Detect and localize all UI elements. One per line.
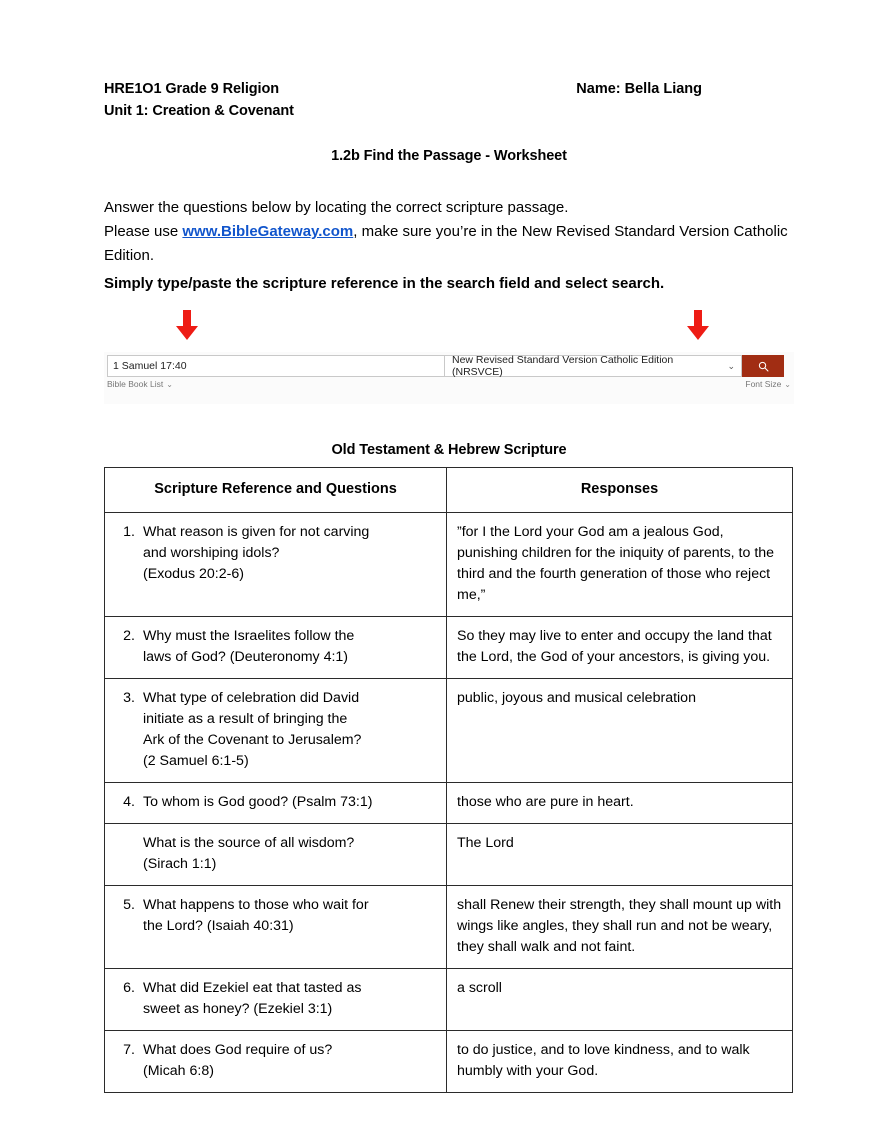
question-line: (Micah 6:8) xyxy=(143,1063,214,1079)
search-icon xyxy=(758,361,769,372)
version-select-value: New Revised Standard Version Catholic Edition (NRSVCE) xyxy=(452,354,674,378)
response-cell[interactable]: public, joyous and musical celebration xyxy=(447,679,793,783)
bible-book-list-link[interactable] xyxy=(107,379,173,389)
document-header xyxy=(104,78,794,122)
question-text xyxy=(143,978,436,1020)
question-text xyxy=(143,1040,436,1082)
course-info xyxy=(104,78,294,122)
question-number: 2. xyxy=(123,628,135,644)
course-line: HRE1O1 Grade 9 Religion xyxy=(104,81,279,97)
biblegateway-sub-row xyxy=(107,379,791,389)
question-line: initiate as a result of bringing the xyxy=(143,711,348,727)
biblegateway-link[interactable]: www.BibleGateway.com xyxy=(182,223,354,240)
table-body xyxy=(105,513,793,1093)
question-text xyxy=(143,688,436,772)
question-line: Why must the Israelites follow the xyxy=(143,628,355,644)
instruction-suffix: , make sure you’re in the New Revised Standard Version Catholic Edition. xyxy=(104,223,788,264)
table-row xyxy=(105,617,793,679)
down-arrow-icon-right xyxy=(687,310,709,340)
table-row xyxy=(105,824,793,886)
question-cell xyxy=(105,513,447,617)
question-line: (Exodus 20:2-6) xyxy=(143,566,244,582)
question-line: What happens to those who wait for xyxy=(143,897,369,913)
table-header-row xyxy=(105,468,793,513)
question-text xyxy=(143,792,436,813)
font-size-label: Font Size xyxy=(745,379,782,389)
question-cell xyxy=(105,824,447,886)
response-cell[interactable]: to do justice, and to love kindness, and to walk humbly with your God. xyxy=(447,1031,793,1093)
question-number: 1. xyxy=(123,524,135,540)
instruction-line-2 xyxy=(104,220,794,268)
biblegateway-search-bar xyxy=(107,355,784,377)
chevron-down-icon: ⌄ xyxy=(727,360,735,371)
instruction-line-1: Answer the questions below by locating the correct scripture passage. xyxy=(104,199,569,216)
question-line: (Sirach 1:1) xyxy=(143,856,217,872)
question-number: 7. xyxy=(123,1042,135,1058)
response-cell[interactable]: shall Renew their strength, they shall mount up with wings like angles, they shall run and not be weary, they shall walk and not faint. xyxy=(447,886,793,969)
question-line: What did Ezekiel eat that tasted as xyxy=(143,980,362,996)
question-line: What is the source of all wisdom? xyxy=(143,835,355,851)
question-line: What does God require of us? xyxy=(143,1042,333,1058)
table-row xyxy=(105,783,793,824)
question-line: and worshiping idols? xyxy=(143,545,280,561)
question-number: 4. xyxy=(123,794,135,810)
question-line: sweet as honey? (Ezekiel 3:1) xyxy=(143,1001,333,1017)
question-cell xyxy=(105,783,447,824)
page-title: 1.2b Find the Passage - Worksheet xyxy=(331,148,567,164)
down-arrow-icon-left xyxy=(176,310,198,340)
instruction-prefix: Please use xyxy=(104,223,183,240)
question-cell xyxy=(105,1031,447,1093)
chevron-down-icon-booklist: ⌄ xyxy=(166,379,173,389)
question-cell xyxy=(105,886,447,969)
column-header-responses: Responses xyxy=(447,468,793,513)
table-row xyxy=(105,679,793,783)
question-number xyxy=(115,833,137,875)
chevron-down-icon-fontsize: ⌄ xyxy=(784,379,791,389)
question-number: 6. xyxy=(123,980,135,996)
question-line: What reason is given for not carving xyxy=(143,524,370,540)
version-select[interactable] xyxy=(445,355,742,377)
question-cell xyxy=(105,617,447,679)
question-text xyxy=(143,833,436,875)
column-header-questions: Scripture Reference and Questions xyxy=(105,468,447,513)
arrow-row xyxy=(104,310,794,346)
font-size-link[interactable] xyxy=(745,379,791,389)
student-name: Name: Bella Liang xyxy=(576,81,702,97)
response-cell[interactable]: a scroll xyxy=(447,969,793,1031)
table-row xyxy=(105,513,793,617)
question-line: (2 Samuel 6:1-5) xyxy=(143,753,249,769)
question-text xyxy=(143,522,436,585)
table-row xyxy=(105,886,793,969)
question-line: the Lord? (Isaiah 40:31) xyxy=(143,918,294,934)
response-cell[interactable]: So they may live to enter and occupy the land that the Lord, the God of your ancestors, is giving you. xyxy=(447,617,793,679)
biblegateway-screenshot xyxy=(104,352,794,404)
instructions xyxy=(104,196,794,296)
search-input[interactable] xyxy=(107,355,445,377)
bible-book-list-label: Bible Book List xyxy=(107,379,164,389)
question-line: To whom is God good? (Psalm 73:1) xyxy=(143,794,373,810)
question-cell xyxy=(105,969,447,1031)
question-line: What type of celebration did David xyxy=(143,690,360,706)
worksheet-table xyxy=(104,467,793,1093)
bold-instruction: Simply type/paste the scripture reference in the search field and select search. xyxy=(104,275,665,292)
unit-line: Unit 1: Creation & Covenant xyxy=(104,103,294,119)
question-number: 3. xyxy=(123,690,135,706)
question-number: 5. xyxy=(123,897,135,913)
question-cell xyxy=(105,679,447,783)
document-content xyxy=(104,78,794,1093)
question-text xyxy=(143,626,436,668)
response-cell[interactable]: ”for I the Lord your God am a jealous God, punishing children for the iniquity of parents, to the third and the fourth generation of those who reject me,” xyxy=(447,513,793,617)
response-cell[interactable]: those who are pure in heart. xyxy=(447,783,793,824)
question-line: laws of God? (Deuteronomy 4:1) xyxy=(143,649,349,665)
section-title: Old Testament & Hebrew Scripture xyxy=(331,442,567,458)
table-row xyxy=(105,969,793,1031)
search-button[interactable] xyxy=(742,355,784,377)
question-text xyxy=(143,895,436,937)
response-cell[interactable]: The Lord xyxy=(447,824,793,886)
table-row xyxy=(105,1031,793,1093)
question-line: Ark of the Covenant to Jerusalem? xyxy=(143,732,362,748)
